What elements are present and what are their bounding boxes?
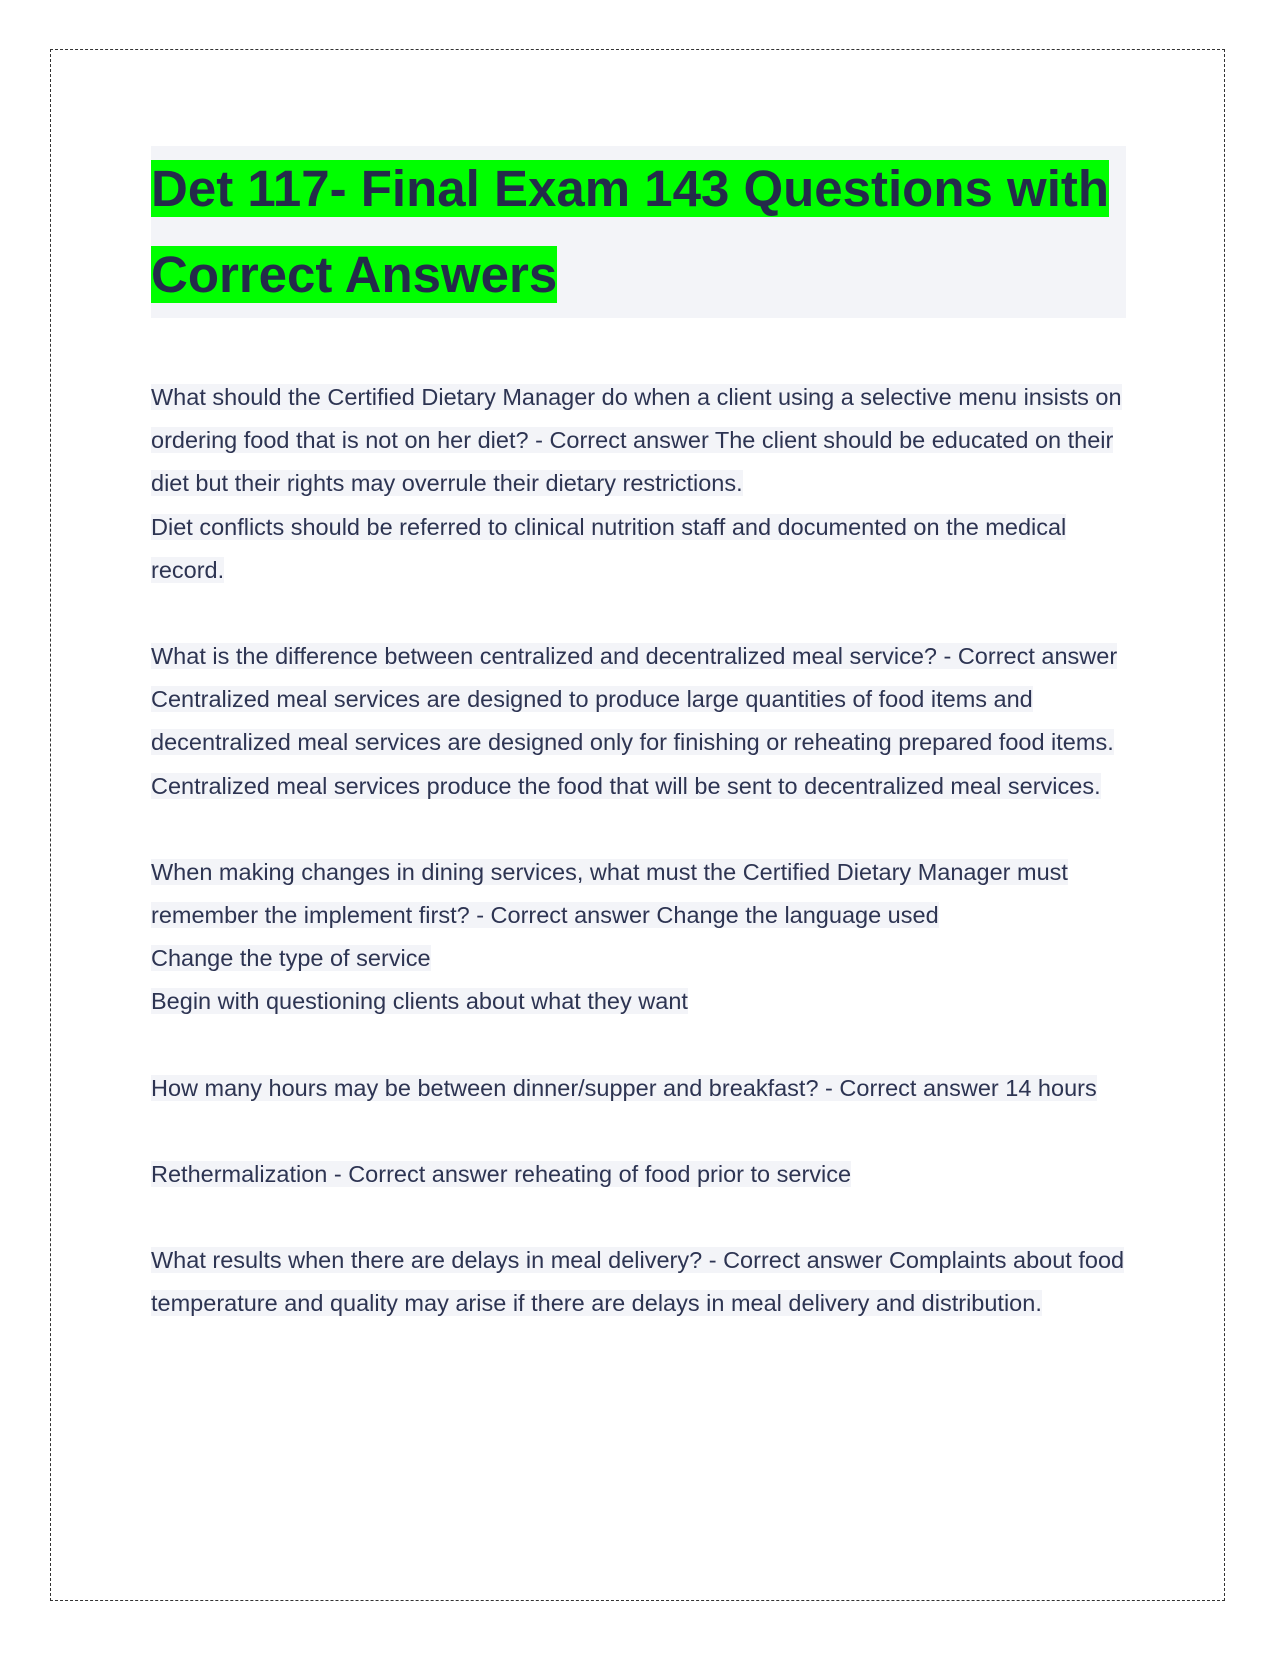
- qa-text: What should the Certified Dietary Manager do when a client using a selective menu insists on ordering food that is not on her diet? - Correct answer The client should be educated on their diet but their rights may overrule their dietary restrictions.: [151, 384, 1122, 497]
- qa-text: Begin with questioning clients about what they want: [151, 988, 688, 1015]
- qa-entry-2: [151, 635, 1131, 808]
- qa-text: Change the type of service: [151, 945, 431, 972]
- qa-text: What results when there are delays in meal delivery? - Correct answer Complaints about food temperature and quality may arise if there are delays in meal delivery and distribution.: [151, 1247, 1125, 1317]
- qa-text: Diet conflicts should be referred to clinical nutrition staff and documented on the medical record.: [151, 513, 1067, 583]
- qa-entry-5: [151, 1153, 1131, 1196]
- document-title-text: Det 117- Final Exam 143 Questions with Correct Answers: [151, 160, 1109, 303]
- qa-entry-1: [151, 376, 1131, 592]
- qa-text: Rethermalization - Correct answer reheating of food prior to service: [151, 1160, 852, 1187]
- qa-text: When making changes in dining services, what must the Certified Dietary Manager must remember the implement first? - Correct answer Change the language used: [151, 858, 1068, 929]
- qa-entry-3: [151, 851, 1131, 1024]
- document-title: [151, 146, 1126, 318]
- title-block: [151, 146, 1126, 318]
- qa-entry-6: [151, 1239, 1131, 1325]
- document-content: [151, 146, 1131, 1368]
- qa-entry-4: [151, 1067, 1131, 1110]
- qa-text: What is the difference between centralized and decentralized meal service? - Correct answer Centralized meal services are designed to produce large quantities of food items and decentralized meal services are designed only for finishing or reheating prepared food items.: [151, 643, 1118, 756]
- qa-text: How many hours may be between dinner/supper and breakfast? - Correct answer 14 hours: [151, 1074, 1097, 1101]
- qa-text: Centralized meal services produce the food that will be sent to decentralized meal services.: [151, 772, 1101, 799]
